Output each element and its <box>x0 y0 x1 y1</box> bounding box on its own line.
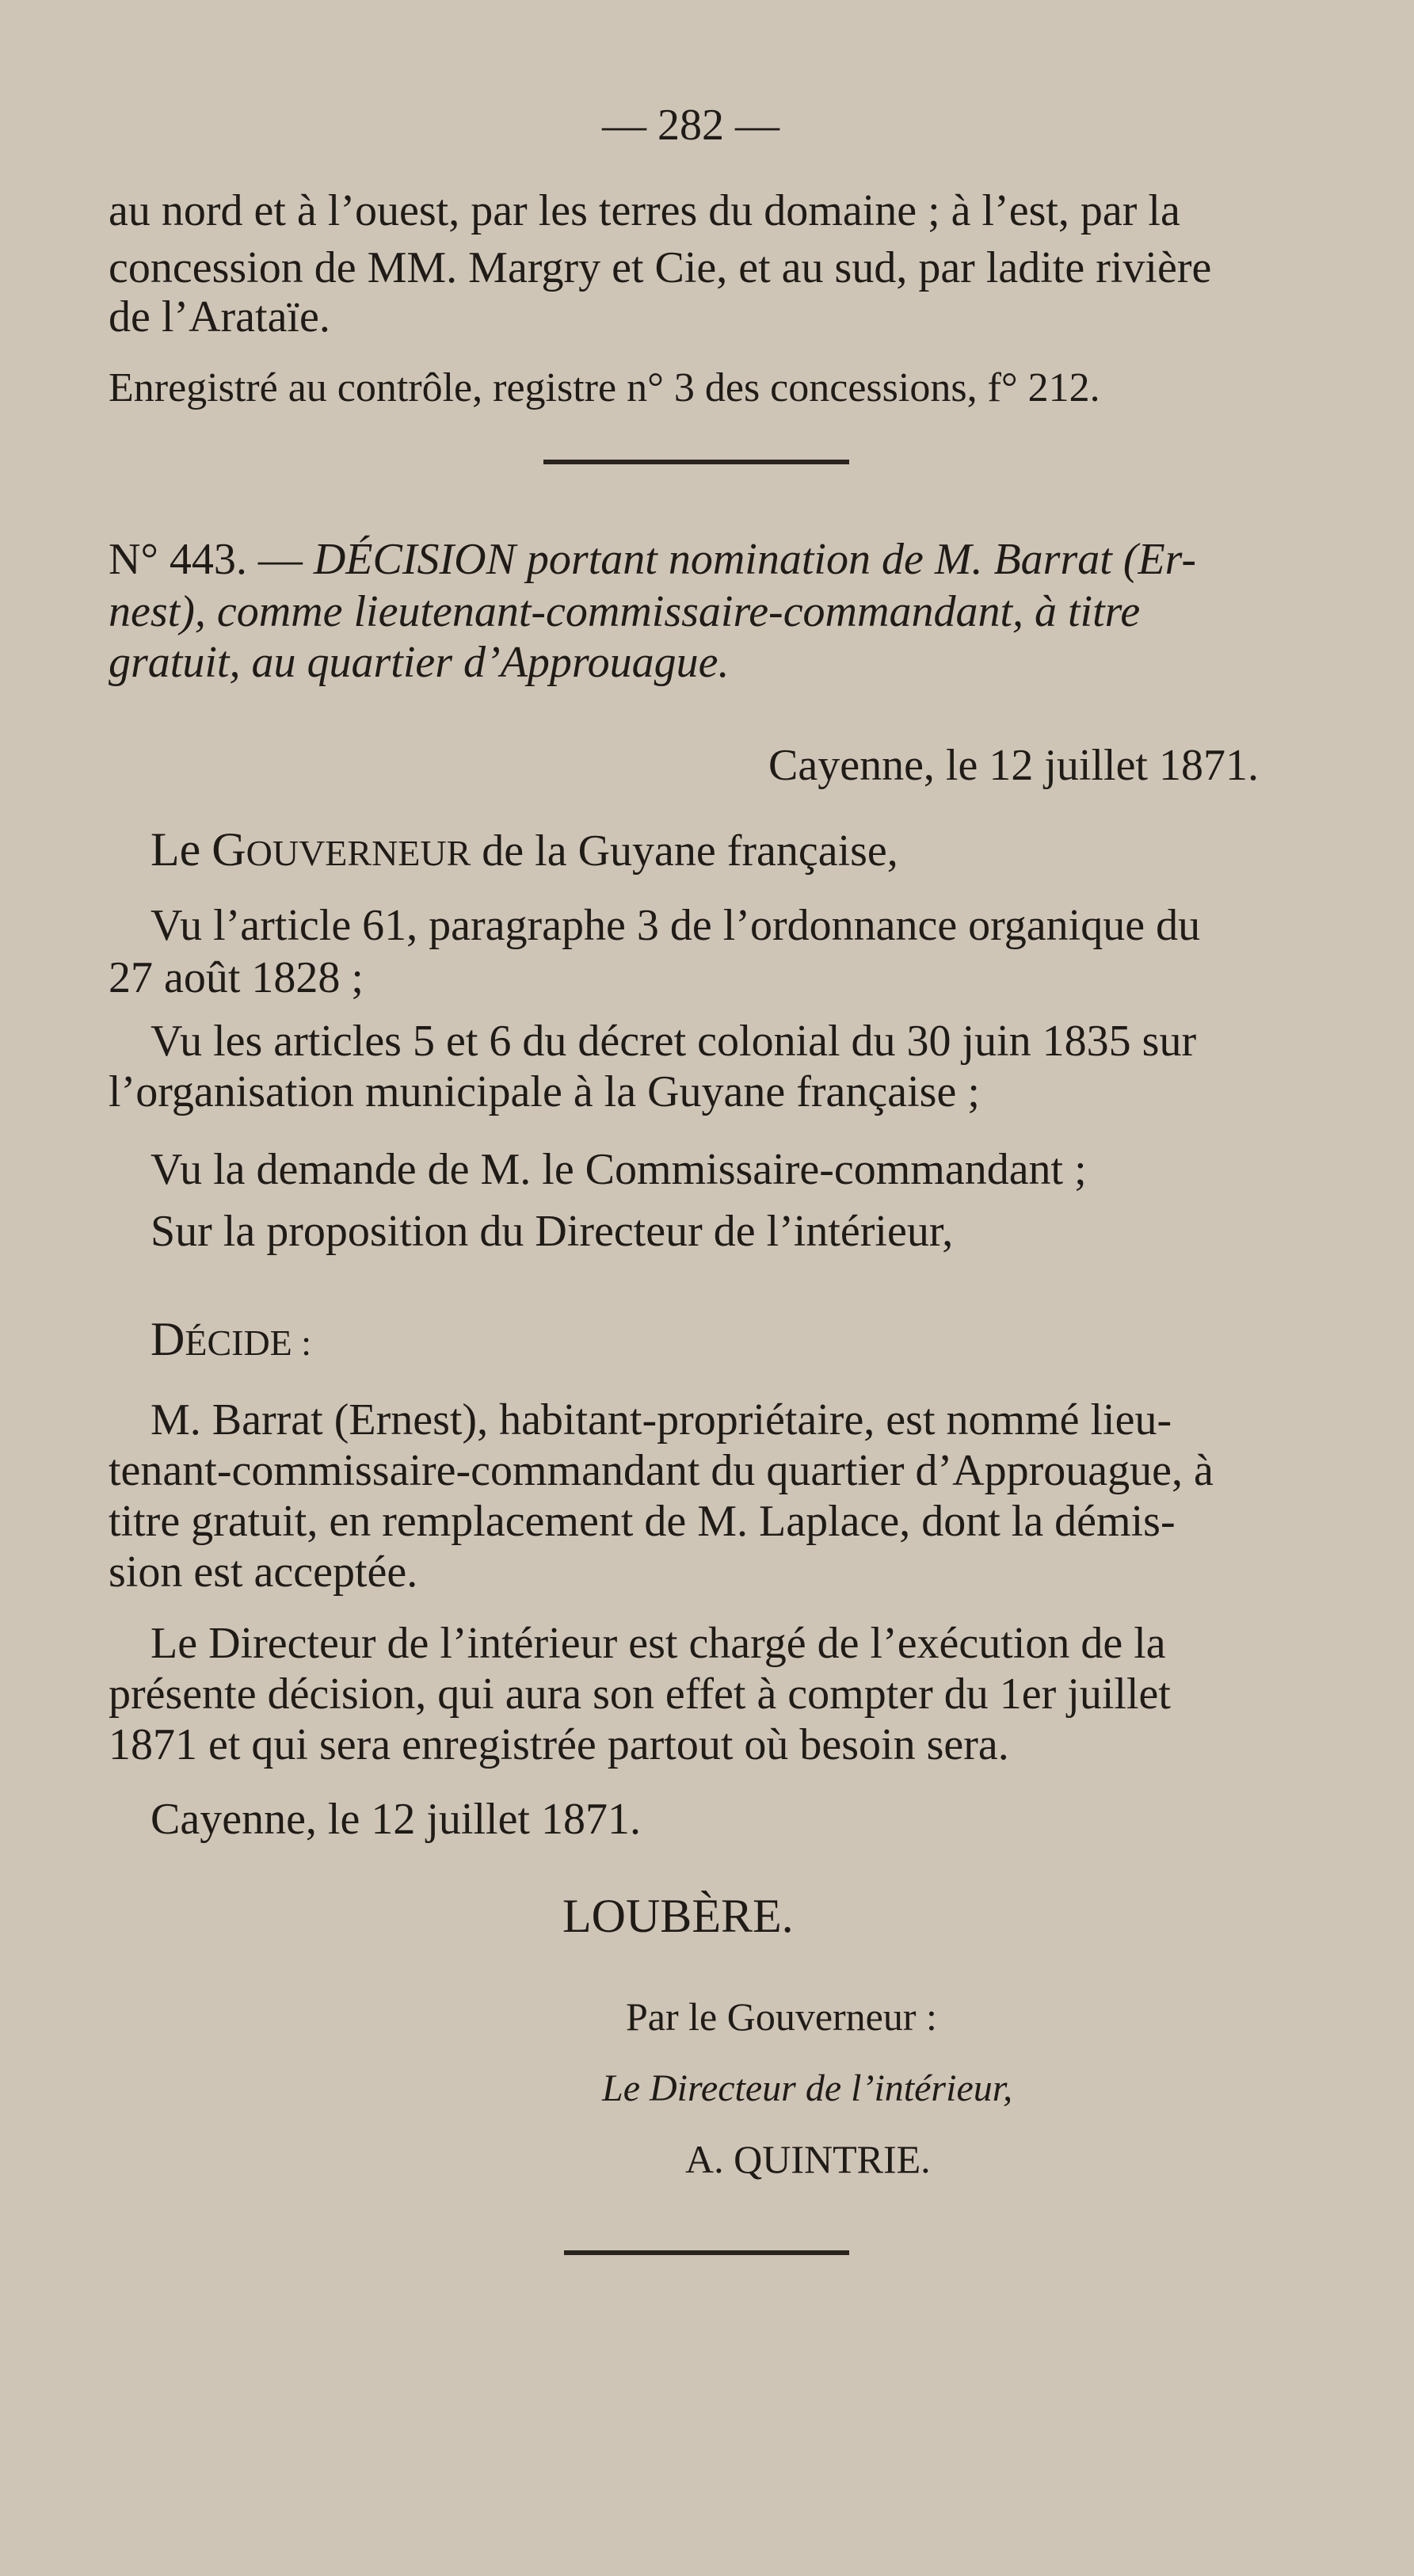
vu-1-line-2: 27 août 1828 ; <box>109 953 364 1002</box>
article-1-line-2: tenant-commissaire-commandant du quartier d’Approuague, à <box>109 1446 1214 1495</box>
section-divider <box>543 460 849 464</box>
end-divider <box>564 2250 849 2255</box>
article-1-line-4: sion est acceptée. <box>109 1548 418 1597</box>
article-1-line-3: titre gratuit, en remplacement de M. Laplace, dont la démis- <box>109 1497 1176 1546</box>
article-2-line-1: Le Directeur de l’intérieur est chargé de l’exécution de la <box>151 1619 1166 1668</box>
vu-2-line-2: l’organisation municipale à la Guyane française ; <box>109 1067 980 1116</box>
registration-note: Enregistré au contrôle, registre n° 3 des concessions, f° 212. <box>109 365 1100 410</box>
closing-date: Cayenne, le 12 juillet 1871. <box>151 1795 641 1844</box>
decide-initial: D <box>151 1313 185 1365</box>
intro-line-1: au nord et à l’ouest, par les terres du domaine ; à l’est, par la <box>109 186 1180 235</box>
director-name: A. QUINTRIE. <box>685 2137 931 2181</box>
intro-line-3: de l’Arataïe. <box>109 292 330 342</box>
decision-heading-title: DÉCISION portant nomination de M. Barrat (Er- <box>313 535 1196 584</box>
page-number: — 282 — <box>602 101 779 150</box>
decision-heading-line-2: nest), comme lieutenant-commissaire-commandant, à titre <box>109 587 1141 636</box>
decision-date: Cayenne, le 12 juillet 1871. <box>768 741 1259 790</box>
vu-1-line-1: Vu l’article 61, paragraphe 3 de l’ordonnance organique du <box>151 901 1201 950</box>
governor-signature: LOUBÈRE. <box>562 1890 794 1942</box>
par-le-gouverneur: Par le Gouverneur : <box>626 1994 937 2039</box>
decide-word: ÉCIDE : <box>185 1322 312 1363</box>
article-2-line-3: 1871 et qui sera enregistrée partout où besoin sera. <box>109 1720 1009 1769</box>
governor-line <box>151 823 898 876</box>
article-1-line-1: M. Barrat (Ernest), habitant-propriétaire, est nommé lieu- <box>151 1395 1172 1444</box>
intro-line-2: concession de MM. Margry et Cie, et au sud, par ladite rivière <box>109 243 1212 292</box>
governor-word: OUVERNEUR <box>246 833 471 873</box>
decision-heading-line-3: gratuit, au quartier d’Approuague. <box>109 638 730 687</box>
director-title: Le Directeur de l’intérieur, <box>602 2067 1013 2109</box>
article-2-line-2: présente décision, qui aura son effet à compter du 1er juillet <box>109 1670 1171 1719</box>
decision-heading-line-1 <box>109 537 1196 582</box>
decision-number: N° 443. — <box>109 535 314 584</box>
sur-la-proposition: Sur la proposition du Directeur de l’intérieur, <box>151 1207 954 1256</box>
governor-tail: de la Guyane française, <box>471 826 898 876</box>
governor-le: Le <box>151 823 201 876</box>
decide-heading <box>151 1315 311 1363</box>
vu-3: Vu la demande de M. le Commissaire-commandant ; <box>151 1145 1087 1194</box>
vu-2-line-1: Vu les articles 5 et 6 du décret colonial du 30 juin 1835 sur <box>151 1017 1197 1066</box>
governor-initial: G <box>212 823 246 876</box>
